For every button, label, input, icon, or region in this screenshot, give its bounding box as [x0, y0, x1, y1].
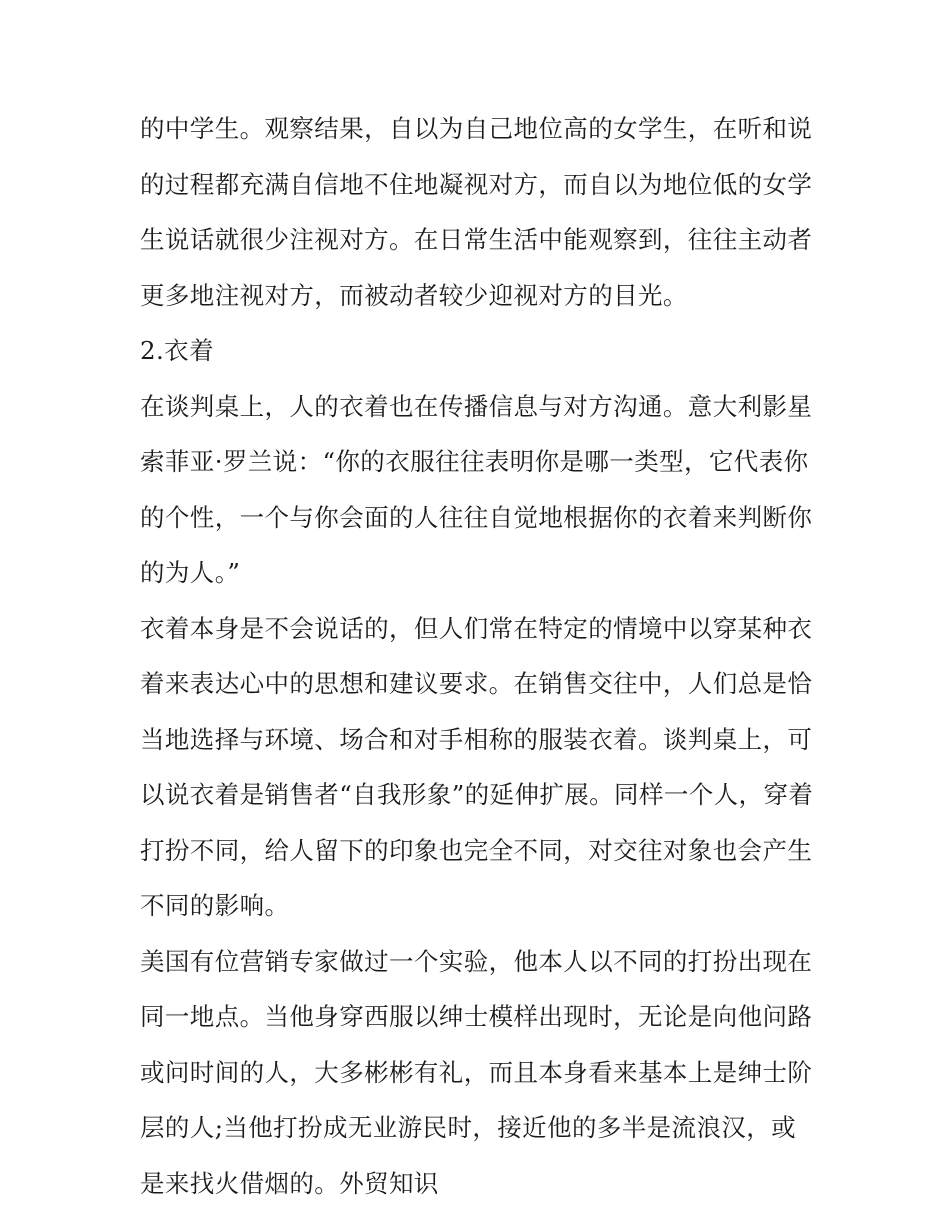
text-line: 不同的影响。 — [140, 891, 290, 920]
document-page — [140, 110, 820, 1220]
text-line: 的为人。” — [140, 558, 241, 587]
text-line: 以说衣着是销售者“自我形象”的延伸扩展。同样一个人，穿着 — [140, 780, 814, 809]
text-line: 衣着本身是不会说话的，但人们常在特定的情境中以穿某种衣 — [140, 613, 813, 643]
text-line: 打扮不同，给人留下的印象也完全不同，对交往对象也会产生 — [140, 835, 813, 865]
text-line: 当地选择与环境、场合和对手相称的服装衣着。谈判桌上，可 — [140, 724, 813, 754]
section-heading: 2.衣着 — [140, 336, 214, 365]
text-line: 是来找火借烟的。外贸知识 — [140, 1168, 439, 1198]
text-line: 的中学生。观察结果，自以为自己地位高的女学生，在听和说 — [140, 114, 813, 143]
text-line: 的个性，一个与你会面的人往往自觉地根据你的衣着来判断你 — [140, 502, 813, 532]
text-line: 更多地注视对方，而被动者较少迎视对方的目光。 — [140, 280, 688, 310]
text-line: 索菲亚·罗兰说：“你的衣服往往表明你是哪一类型，它代表你 — [140, 447, 809, 476]
text-line: 在谈判桌上，人的衣着也在传播信息与对方沟通。意大利影星 — [140, 391, 813, 421]
text-line: 同一地点。当他身穿西服以绅士模样出现时，无论是向他问路 — [140, 1002, 813, 1031]
text-line: 的过程都充满自信地不住地凝视对方，而自以为地位低的女学 — [140, 169, 813, 199]
text-line: 或问时间的人，大多彬彬有礼，而且本身看来基本上是绅士阶 — [140, 1057, 813, 1087]
text-line: 美国有位营销专家做过一个实验，他本人以不同的打扮出现在 — [140, 946, 813, 976]
text-line: 层的人;当他打扮成无业游民时，接近他的多半是流浪汉，或 — [140, 1113, 797, 1142]
text-line: 生说话就很少注视对方。在日常生活中能观察到，往往主动者 — [140, 225, 813, 254]
text-line: 着来表达心中的思想和建议要求。在销售交往中，人们总是恰 — [140, 669, 813, 698]
